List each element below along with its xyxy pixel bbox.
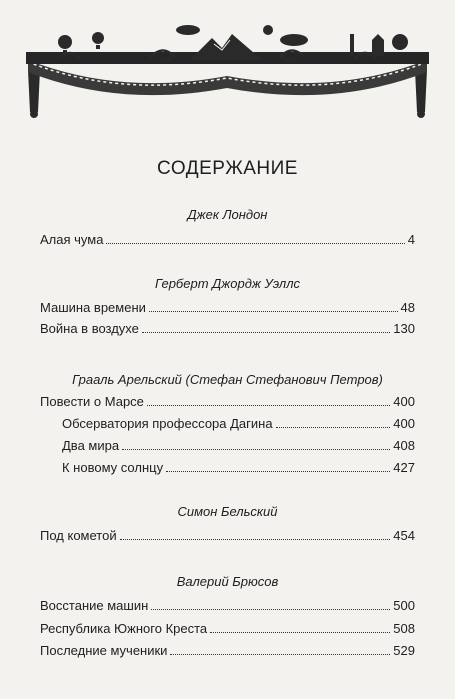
author-heading: Валерий Брюсов (176, 574, 279, 589)
toc-subentry[interactable] (62, 460, 415, 476)
dot-leader (276, 427, 391, 428)
toc-entry[interactable] (40, 394, 415, 410)
entry-page: 130 (393, 321, 415, 336)
header-ornament (0, 0, 455, 125)
entry-page: 508 (393, 621, 415, 636)
entry-page: 400 (393, 394, 415, 409)
entry-page: 408 (393, 438, 415, 453)
entry-page: 400 (393, 416, 415, 431)
author-heading: Грааль Арельский (Стефан Стефанович Петров) (72, 372, 383, 387)
entry-title: Машина времени (40, 300, 146, 315)
entry-title: Под кометой (40, 528, 117, 543)
entry-title: Восстание машин (40, 598, 149, 613)
dot-leader (151, 609, 390, 610)
toc-subentry[interactable] (62, 416, 415, 432)
entry-title: К новому солнцу (62, 460, 164, 475)
entry-title: Обсерватория профессора Дагина (62, 416, 273, 431)
entry-title: Два мира (62, 438, 120, 453)
entry-title: Повести о Марсе (40, 394, 144, 409)
entry-page: 500 (393, 598, 415, 613)
entry-page: 4 (407, 232, 415, 247)
dot-leader (106, 243, 404, 244)
toc-entry[interactable] (40, 528, 415, 544)
entry-page: 529 (393, 643, 415, 658)
dot-leader (166, 471, 390, 472)
contents-heading: СОДЕРЖАНИЕ (157, 158, 298, 179)
entry-title: Алая чума (40, 232, 104, 247)
entry-title: Республика Южного Креста (40, 621, 208, 636)
author-heading: Герберт Джордж Уэллс (154, 276, 301, 291)
entry-page: 48 (400, 300, 415, 315)
author-heading: Симон Бельский (177, 504, 278, 519)
toc-entry[interactable] (40, 643, 415, 659)
dot-leader (120, 539, 391, 540)
entry-title: Война в воздухе (40, 321, 139, 336)
dot-leader (149, 311, 398, 312)
entry-page: 454 (393, 528, 415, 543)
entry-page: 427 (393, 460, 415, 475)
dot-leader (142, 332, 390, 333)
dot-leader (122, 449, 390, 450)
dot-leader (170, 654, 390, 655)
toc-entry[interactable] (40, 621, 415, 637)
toc-entry[interactable] (40, 598, 415, 614)
dot-leader (147, 405, 390, 406)
toc-subentry[interactable] (62, 438, 415, 454)
dot-leader (210, 632, 390, 633)
toc-entry[interactable] (40, 300, 415, 316)
toc-entry[interactable] (40, 232, 415, 248)
toc-entry[interactable] (40, 321, 415, 337)
entry-title: Последние мученики (40, 643, 168, 658)
author-heading: Джек Лондон (187, 207, 268, 222)
